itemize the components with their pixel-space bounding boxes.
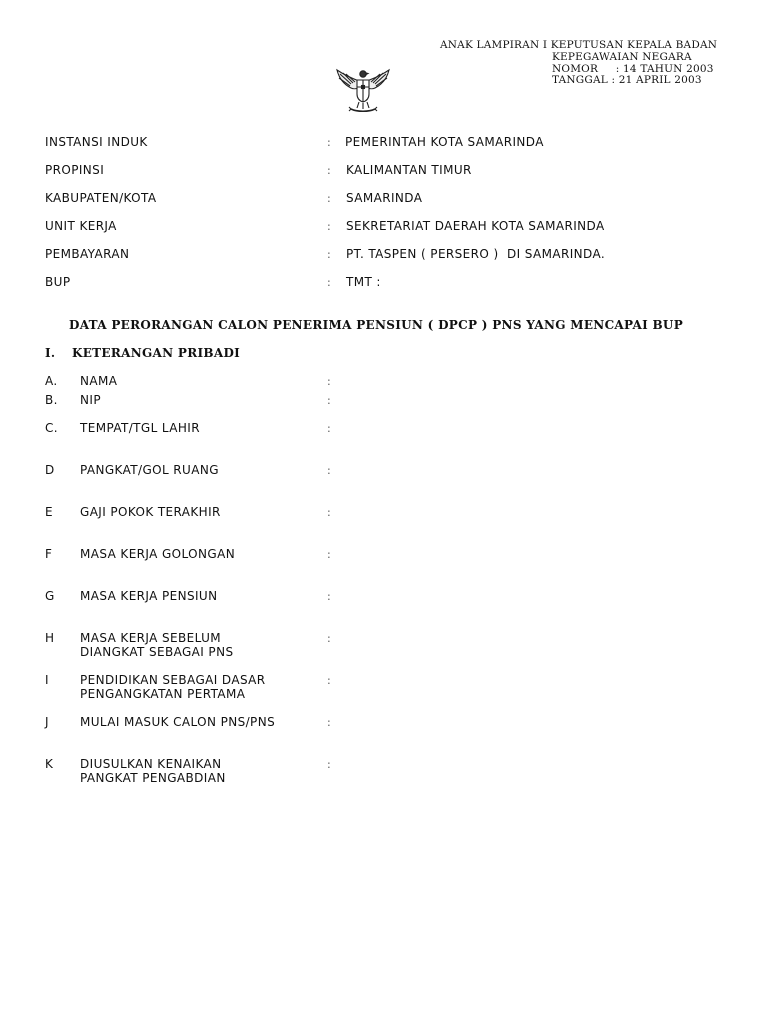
item-separator: : [327, 394, 331, 407]
item-label-pendidikan-cont: PENGANGKATAN PERTAMA [80, 687, 246, 701]
field-separator: : [327, 164, 331, 177]
field-value-bup: TMT : [346, 275, 381, 289]
item-separator: : [327, 758, 331, 771]
field-separator: : [327, 192, 331, 205]
item-letter: C. [45, 421, 58, 435]
item-letter: K [45, 757, 54, 771]
section-number: I. [45, 346, 56, 360]
item-label-pangkat-gol-ruang: PANGKAT/GOL RUANG [80, 463, 219, 477]
field-label-kabupaten-kota: KABUPATEN/KOTA [45, 191, 157, 205]
item-letter: D [45, 463, 55, 477]
item-label-diusulkan-kenaikan: DIUSULKAN KENAIKAN [80, 757, 222, 771]
item-separator: : [327, 716, 331, 729]
item-letter: F [45, 547, 53, 561]
item-label-nama: NAMA [80, 374, 118, 388]
item-label-masa-kerja-golongan: MASA KERJA GOLONGAN [80, 547, 236, 561]
item-label-pendidikan: PENDIDIKAN SEBAGAI DASAR [80, 673, 266, 687]
item-letter: H [45, 631, 55, 645]
field-separator: : [327, 248, 331, 261]
attachment-line-4: TANGGAL : 21 APRIL 2003 [552, 74, 702, 86]
item-separator: : [327, 422, 331, 435]
item-separator: : [327, 375, 331, 388]
item-separator: : [327, 464, 331, 477]
item-letter: G [45, 589, 55, 603]
field-separator: : [327, 220, 331, 233]
field-value-propinsi: KALIMANTAN TIMUR [346, 163, 472, 177]
field-separator: : [327, 136, 331, 149]
item-label-nip: NIP [80, 393, 101, 407]
item-separator: : [327, 590, 331, 603]
field-label-instansi-induk: INSTANSI INDUK [45, 135, 148, 149]
item-label-masa-kerja-pensiun: MASA KERJA PENSIUN [80, 589, 218, 603]
item-letter: A. [45, 374, 58, 388]
field-value-instansi-induk: PEMERINTAH KOTA SAMARINDA [345, 135, 544, 149]
item-letter: B. [45, 393, 58, 407]
field-value-pembayaran: PT. TASPEN ( PERSERO ) DI SAMARINDA. [346, 247, 606, 261]
item-label-tempat-tgl-lahir: TEMPAT/TGL LAHIR [80, 421, 200, 435]
item-separator: : [327, 506, 331, 519]
field-label-unit-kerja: UNIT KERJA [45, 219, 117, 233]
field-value-kabupaten-kota: SAMARINDA [346, 191, 423, 205]
item-label-masa-kerja-sebelum-cont: DIANGKAT SEBAGAI PNS [80, 645, 234, 659]
field-label-bup: BUP [45, 275, 71, 289]
item-letter: E [45, 505, 53, 519]
document-title: DATA PERORANGAN CALON PENERIMA PENSIUN ( DPCP ) PNS YANG MENCAPAI BUP [69, 318, 684, 332]
attachment-line-2: KEPEGAWAIAN NEGARA [552, 51, 692, 63]
garuda-emblem-icon [333, 66, 393, 114]
item-label-gaji-pokok-terakhir: GAJI POKOK TERAKHIR [80, 505, 221, 519]
field-separator: : [327, 276, 331, 289]
attachment-line-3: NOMOR : 14 TAHUN 2003 [552, 63, 714, 75]
section-title: KETERANGAN PRIBADI [72, 346, 241, 360]
field-value-unit-kerja: SEKRETARIAT DAERAH KOTA SAMARINDA [346, 219, 605, 233]
item-label-mulai-masuk: MULAI MASUK CALON PNS/PNS [80, 715, 276, 729]
item-separator: : [327, 632, 331, 645]
field-label-propinsi: PROPINSI [45, 163, 105, 177]
attachment-line-1: ANAK LAMPIRAN I KEPUTUSAN KEPALA BADAN [440, 39, 718, 51]
item-separator: : [327, 674, 331, 687]
item-letter: I [45, 673, 49, 687]
item-label-diusulkan-kenaikan-cont: PANGKAT PENGABDIAN [80, 771, 226, 785]
item-separator: : [327, 548, 331, 561]
field-label-pembayaran: PEMBAYARAN [45, 247, 130, 261]
item-label-masa-kerja-sebelum: MASA KERJA SEBELUM [80, 631, 222, 645]
item-letter: J [45, 715, 49, 729]
